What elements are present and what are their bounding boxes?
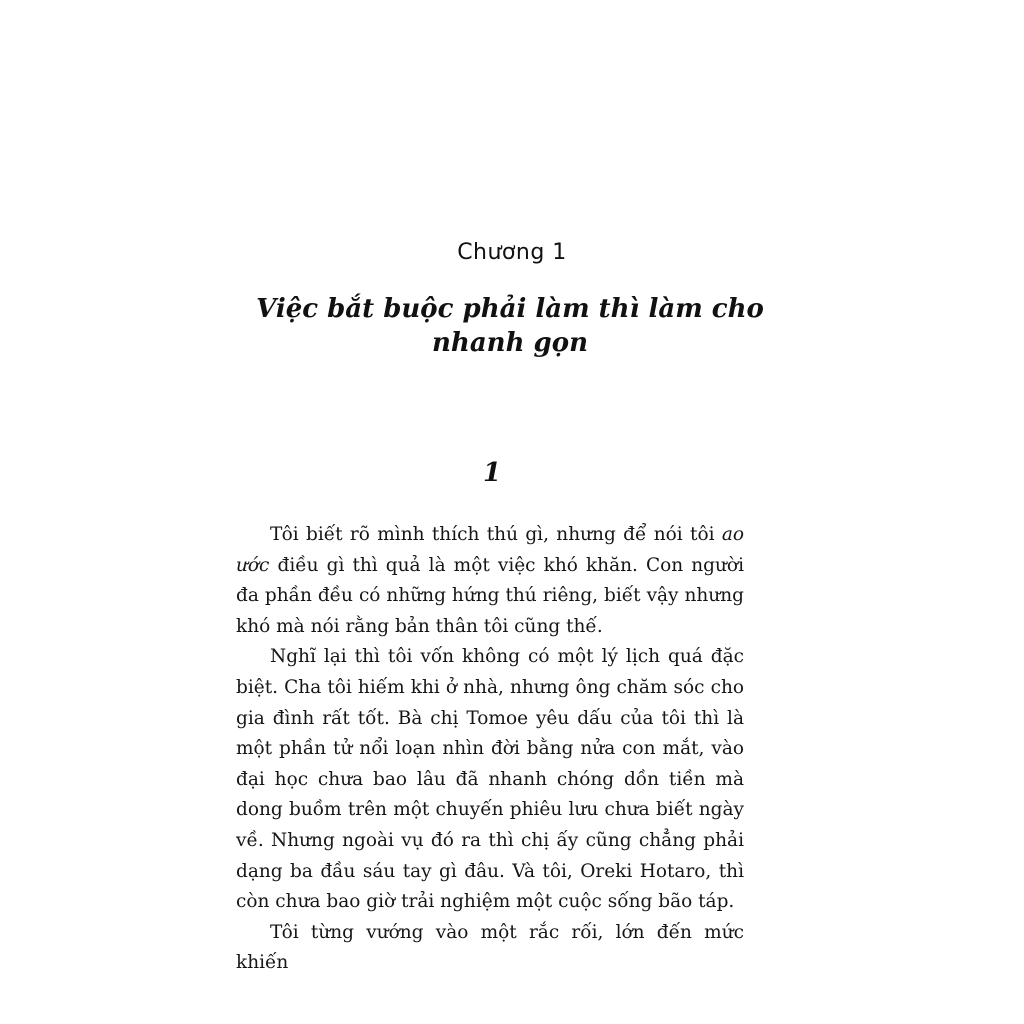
chapter-title-line-1: Việc bắt buộc phải làm thì làm cho <box>256 294 764 324</box>
section-number: 1 <box>482 458 502 488</box>
chapter-title-line-2: nhanh gọn <box>432 328 588 358</box>
chapter-label: Chương 1 <box>457 240 567 265</box>
paragraph-1-start: Tôi biết rõ mình thích thú gì, nhưng để nói tôi <box>270 524 722 545</box>
paragraph-3: Tôi từng vướng vào một rắc rối, lớn đến mức khiến <box>236 921 744 974</box>
paragraph-1 <box>236 520 744 642</box>
body-text <box>236 520 744 979</box>
emphasis-text: ao ước <box>236 524 744 576</box>
paragraph-1-end: điều gì thì quả là một việc khó khăn. Con người đa phần đều có những hứng thú riêng, biết vậy nhưng khó mà nói rằng bản thân tôi cũng thế. <box>236 554 744 637</box>
chapter-title <box>240 292 780 360</box>
paragraph-2: Nghĩ lại thì tôi vốn không có một lý lịch quá đặc biệt. Cha tôi hiếm khi ở nhà, nhưng ông chăm sóc cho gia đình rất tốt. Bà chị Tomoe yêu dấu của tôi thì là một phần tử nổi loạn nhìn đời bằng nửa con mắt, vào đại học chưa bao lâu đã nhanh chóng dồn tiền mà dong buồm trên một chuyến phiêu lưu chưa biết ngày về. Nhưng ngoài vụ đó ra thì chị ấy cũng chẳng phải dạng ba đầu sáu tay gì đâu. Và tôi, Oreki Hotaro, thì còn chưa bao giờ trải nghiệm một cuộc sống bão táp. <box>236 646 744 913</box>
